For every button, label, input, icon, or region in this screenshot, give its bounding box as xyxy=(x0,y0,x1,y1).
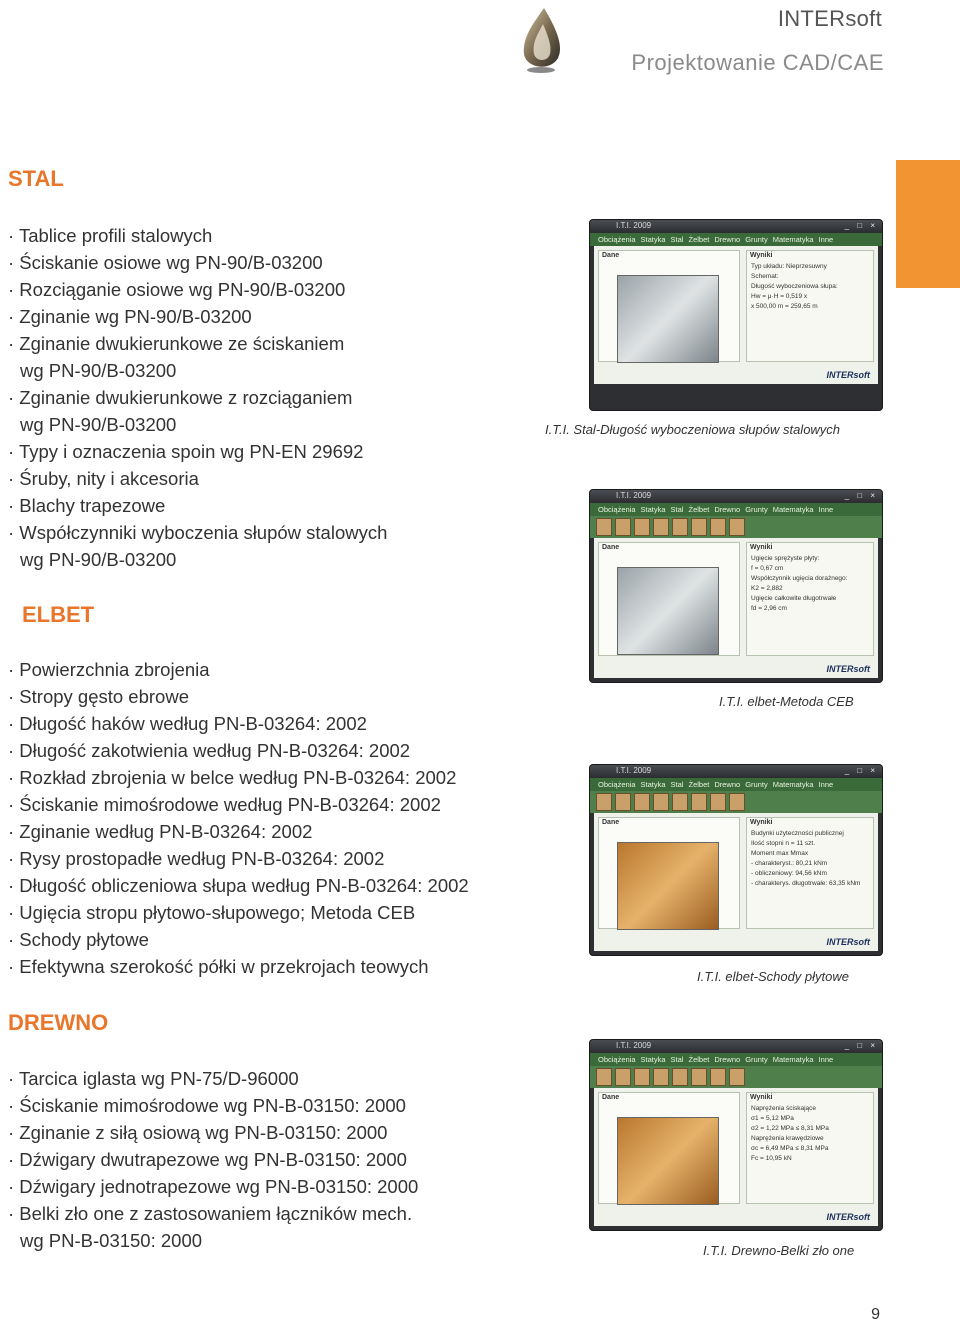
page-number: 9 xyxy=(871,1306,880,1323)
brand-name: INTERsoft xyxy=(777,6,882,31)
screenshot-menu: Obciążenia Statyka Stal Żelbet Drewno Grunty Matematyka Inne xyxy=(590,233,882,246)
section-title-drewno: DREWNO xyxy=(8,1010,109,1035)
timber-beam-graphic xyxy=(617,1117,719,1205)
list-item: · Zginanie z siłą osiową wg PN-B-03150: 2000 xyxy=(8,1122,388,1143)
caption-elbet-ceb: I.T.I. elbet-Metoda CEB xyxy=(719,694,854,709)
list-item: · Ściskanie mimośrodowe wg PN-B-03150: 2000 xyxy=(8,1095,406,1116)
list-item: · Typy i oznaczenia spoin wg PN-EN 29692 xyxy=(8,441,364,462)
intersoft-logo xyxy=(516,6,564,74)
header-subtitle: Projektowanie CAD/CAE xyxy=(631,50,884,75)
list-item: · Dźwigary dwutrapezowe wg PN-B-03150: 2000 xyxy=(8,1149,407,1170)
list-item: · Efektywna szerokość półki w przekrojach teowych xyxy=(8,956,429,977)
list-item-continuation: wg PN-90/B-03200 xyxy=(20,549,177,570)
list-item-continuation: wg PN-B-03150: 2000 xyxy=(20,1230,203,1251)
screenshot-stal: I.T.I. 2009 _ □ × Obciążenia Statyka Stal Żelbet Drewno Grunty Matematyka Inne Dane Wyniki Typ układu: Nieprzesuwny Schemat: Długość wyboczeniowa słupa: Hw = μ·H = 0,519 x x 500,00 m = 259,65 m INTERsoft xyxy=(590,220,882,410)
slab-graphic xyxy=(617,567,719,655)
list-item: · Zginanie według PN-B-03264: 2002 xyxy=(8,821,313,842)
list-item: · Belki zło one z zastosowaniem łączników mech. xyxy=(8,1203,413,1224)
list-item: · Tarcica iglasta wg PN-75/D-96000 xyxy=(8,1068,299,1089)
list-item-continuation: wg PN-90/B-03200 xyxy=(20,360,177,381)
list-item: · Rysy prostopadłe według PN-B-03264: 2002 xyxy=(8,848,385,869)
list-item: · Blachy trapezowe xyxy=(8,495,166,516)
screenshot-drewno: I.T.I. 2009 _ □ × Obciążenia Statyka Stal Żelbet Drewno Grunty Matematyka Inne Dane Wyniki Naprężenia ściskające σ1 = 5,12 MPa σ2 = 1,22 MPa ≤ 8,31 MPa Naprężenia krawędziowe σc = 6,49 MPa ≤ 8,31 MPa Fc = 10,95 kN INTERsoft xyxy=(590,1040,882,1230)
screenshot-elbet-ceb: I.T.I. 2009 _ □ × Obciążenia Statyka Stal Żelbet Drewno Grunty Matematyka Inne Dane Wyniki Ugięcie sprężyste płyty: f = 0,67 cm Współczynnik ugięcia dorażnego: K2 = 2,882 Ugięcie całkowite długotrwałe fd = 2,96 cm INTERsoft xyxy=(590,490,882,682)
list-item: · Dźwigary jednotrapezowe wg PN-B-03150: 2000 xyxy=(8,1176,419,1197)
list-item-continuation: wg PN-90/B-03200 xyxy=(20,414,177,435)
list-item: · Długość zakotwienia według PN-B-03264: 2002 xyxy=(8,740,411,761)
list-item: · Powierzchnia zbrojenia xyxy=(8,659,210,680)
list-item: · Ugięcia stropu płytowo-słupowego; Metoda CEB xyxy=(8,902,416,923)
steel-column-graphic xyxy=(617,275,719,363)
list-item: · Ściskanie mimośrodowe według PN-B-03264: 2002 xyxy=(8,794,441,815)
drewno-list xyxy=(8,1065,418,1254)
list-item: · Zginanie wg PN-90/B-03200 xyxy=(8,306,252,327)
caption-drewno: I.T.I. Drewno-Belki zło one xyxy=(703,1243,855,1258)
list-item: · Zginanie dwukierunkowe z rozciąganiem xyxy=(8,387,353,408)
stairs-graphic xyxy=(617,842,719,930)
section-title-elbet: ELBET xyxy=(22,602,95,627)
orange-side-tab xyxy=(896,160,960,288)
list-item: · Rozciąganie osiowe wg PN-90/B-03200 xyxy=(8,279,346,300)
stal-list xyxy=(8,222,387,573)
list-item: · Schody płytowe xyxy=(8,929,149,950)
list-item: · Tablice profili stalowych xyxy=(8,225,213,246)
section-title-stal: STAL xyxy=(8,166,64,191)
list-item: · Stropy gęsto ebrowe xyxy=(8,686,189,707)
list-item: · Zginanie dwukierunkowe ze ściskaniem xyxy=(8,333,345,354)
screenshot-elbet-schody: I.T.I. 2009 _ □ × Obciążenia Statyka Stal Żelbet Drewno Grunty Matematyka Inne Dane Wyniki Budynki użyteczności publicznej Ilość stopni n = 11 szt. Moment max Mmax - charakteryst.: 80,21 kNm - obliczeniowy: 94,56 kNm - charakterys. długotrwałe: 63,35 kNm INTERsoft xyxy=(590,765,882,955)
list-item: · Rozkład zbrojenia w belce według PN-B-03264: 2002 xyxy=(8,767,457,788)
list-item: · Długość haków według PN-B-03264: 2002 xyxy=(8,713,367,734)
elbet-list xyxy=(8,656,469,980)
list-item: · Śruby, nity i akcesoria xyxy=(8,468,199,489)
list-item: · Długość obliczeniowa słupa według PN-B-03264: 2002 xyxy=(8,875,469,896)
list-item: · Współczynniki wyboczenia słupów stalowych xyxy=(8,522,388,543)
caption-stal: I.T.I. Stal-Długość wyboczeniowa słupów stalowych xyxy=(545,422,841,437)
caption-elbet-schody: I.T.I. elbet-Schody płytowe xyxy=(697,969,849,984)
list-item: · Ściskanie osiowe wg PN-90/B-03200 xyxy=(8,252,323,273)
